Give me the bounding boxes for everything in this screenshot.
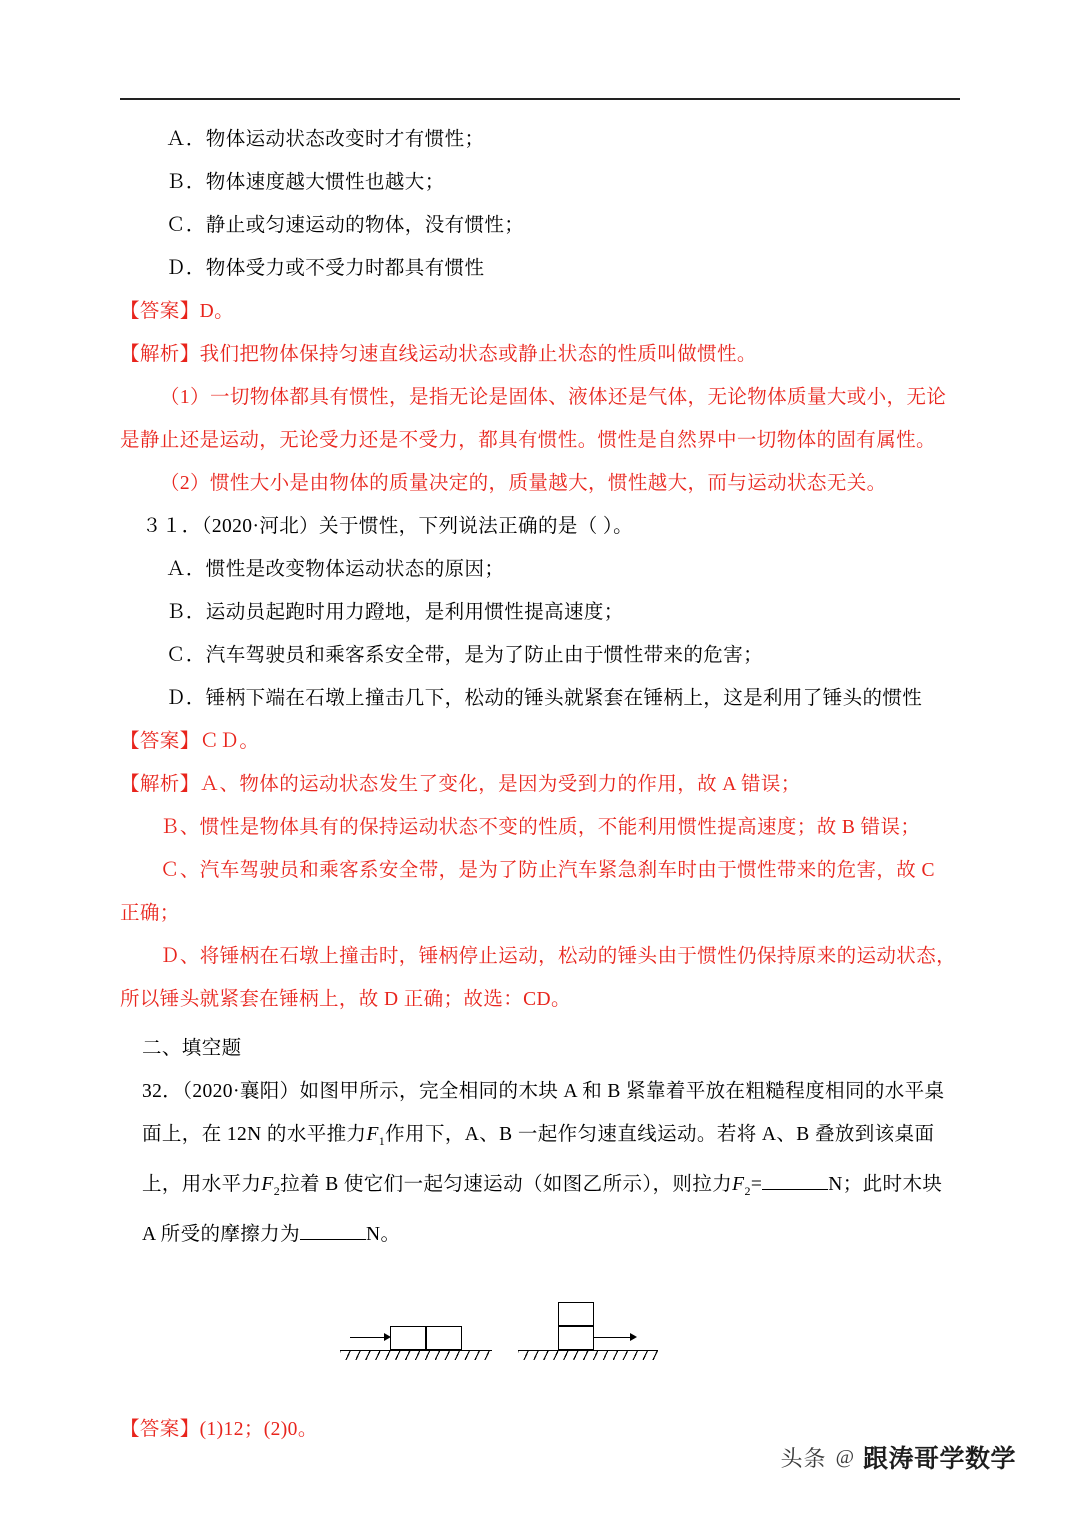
analysis-q31-line-4: Ｄ、将锤柄在石墩上撞击时，锤柄停止运动，松动的锤头由于惯性仍保持原来的运动状态，所以锤头就紧套在锤柄上，故 D 正确；故选：CD。 (120, 946, 957, 1010)
analysis-q30-para-1: （1）一切物体都具有惯性，是指无论是固体、液体还是气体，无论物体质量大或小，无论是静止还是运动，无论受力还是不受力，都具有惯性。惯性是自然界中一切物体的固有属性。 (120, 387, 947, 451)
question-32-text-3: 拉着 B 使它们一起匀速运动（如图乙所示），则拉力 (280, 1173, 733, 1195)
question-32-stem (120, 1070, 960, 1256)
watermark-author: 跟涛哥学数学 (862, 1445, 1016, 1473)
diagram-inner (340, 1278, 740, 1398)
option-a-q30: Ａ．物体运动状态改变时才有惯性； (166, 129, 485, 150)
answer-value: ＣＤ。 (199, 731, 260, 752)
analysis-text-a: Ａ、物体的运动状态发生了变化，是因为受到力的作用，故 A 错误； (199, 774, 801, 795)
option-b-q31: Ｂ．运动员起跑时用力蹬地，是利用惯性提高速度； (166, 602, 624, 623)
force-arrow-f1-line (350, 1337, 386, 1338)
answer-q31 (120, 720, 960, 763)
question-31-number: ３１． (142, 516, 202, 537)
force-arrow-f2-head (630, 1333, 637, 1341)
force-arrow-f1-head (384, 1333, 391, 1341)
option-d-q30: Ｄ．物体受力或不受力时都具有惯性 (166, 258, 485, 279)
question-31-text: 关于惯性，下列说法正确的是（ ）。 (319, 516, 633, 537)
watermark (781, 1439, 1016, 1475)
option-d-q31: Ｄ．锤柄下端在石墩上撞击几下，松动的锤头就紧套在锤柄上，这是利用了锤头的惯性 (166, 688, 923, 709)
symbol-f1-sub: 1 (378, 1133, 386, 1148)
question-32-source: （2020·襄阳） (182, 1081, 300, 1102)
answer-q30 (120, 290, 960, 333)
analysis-label: 【解析】 (120, 344, 200, 365)
question-31-stem (120, 505, 960, 548)
answer-label: 【答案】 (120, 301, 200, 322)
diagram-block-a-right (558, 1302, 594, 1326)
symbol-f2-sub: 2 (273, 1183, 281, 1198)
answer-value: (1)12；(2)0。 (199, 1418, 318, 1440)
question-32-text-2: 作用下，A、B 一起作匀速直线运动。若将 A、B 叠放到该桌面上，用水平力 (142, 1124, 935, 1195)
symbol-f1: F (366, 1124, 379, 1145)
answer-blank-1[interactable] (762, 1189, 828, 1190)
diagram-block-b-left (426, 1326, 462, 1350)
watermark-at-symbol: @ (835, 1445, 854, 1468)
option-b-q30: Ｂ．物体速度越大惯性也越大； (166, 172, 445, 193)
analysis-label: 【解析】 (120, 774, 200, 795)
document-content (120, 0, 960, 1451)
analysis-q31-line-3: Ｃ、汽车驾驶员和乘客系安全带，是为了防止汽车紧急刹车时由于惯性带来的危害，故 C 正确； (120, 860, 935, 924)
symbol-f3-sub: 2 (744, 1183, 751, 1198)
question-32-number: 32． (142, 1081, 183, 1102)
section-heading-fill-in-blank: 二、填空题 (142, 1038, 242, 1059)
analysis-q31-line-1 (120, 763, 960, 806)
analysis-q30-lead (120, 333, 960, 376)
question-32-text-4: = (750, 1173, 763, 1195)
question-32-text-6: N。 (365, 1223, 401, 1245)
option-c-q31: Ｃ．汽车驾驶员和乘客系安全带，是为了防止由于惯性带来的危害； (166, 645, 764, 666)
diagram-block-b-right (558, 1326, 594, 1350)
question-31-source: （2020·河北） (201, 516, 320, 537)
force-arrow-f2-line (594, 1337, 632, 1338)
ground-hatch-left (340, 1350, 492, 1360)
answer-value: D。 (199, 301, 234, 322)
question-32-text-1: 如图甲所示，完全相同的木块 A 和 B 紧靠着平放在粗糙程度相同的水平桌面上，在 12N 的水平推力 (142, 1081, 945, 1145)
symbol-f3: F (732, 1173, 745, 1195)
header-rule (120, 98, 960, 100)
option-a-q31: Ａ．惯性是改变物体运动状态的原因； (166, 559, 505, 580)
answer-label: 【答案】 (120, 1418, 200, 1440)
analysis-lead-text: 我们把物体保持匀速直线运动状态或静止状态的性质叫做惯性。 (199, 344, 757, 365)
answer-label: 【答案】 (120, 731, 200, 752)
symbol-f2: F (261, 1173, 274, 1195)
analysis-q31-line-2: Ｂ、惯性是物体具有的保持运动状态不变的性质，不能利用惯性提高速度；故 B 错误； (160, 817, 921, 838)
analysis-q30-para-2: （2）惯性大小是由物体的质量决定的，质量越大，惯性越大，而与运动状态无关。 (160, 473, 887, 494)
watermark-platform: 头条 (780, 1445, 827, 1471)
question-32-text-5: N；此时木块 A 所受的摩擦力为 (142, 1173, 943, 1245)
answer-blank-2[interactable] (300, 1239, 366, 1240)
ground-hatch-right (518, 1350, 658, 1360)
diagram-block-a-left (390, 1326, 426, 1350)
option-c-q30: Ｃ．静止或匀速运动的物体，没有惯性； (166, 215, 525, 236)
physics-diagram (120, 1278, 960, 1398)
